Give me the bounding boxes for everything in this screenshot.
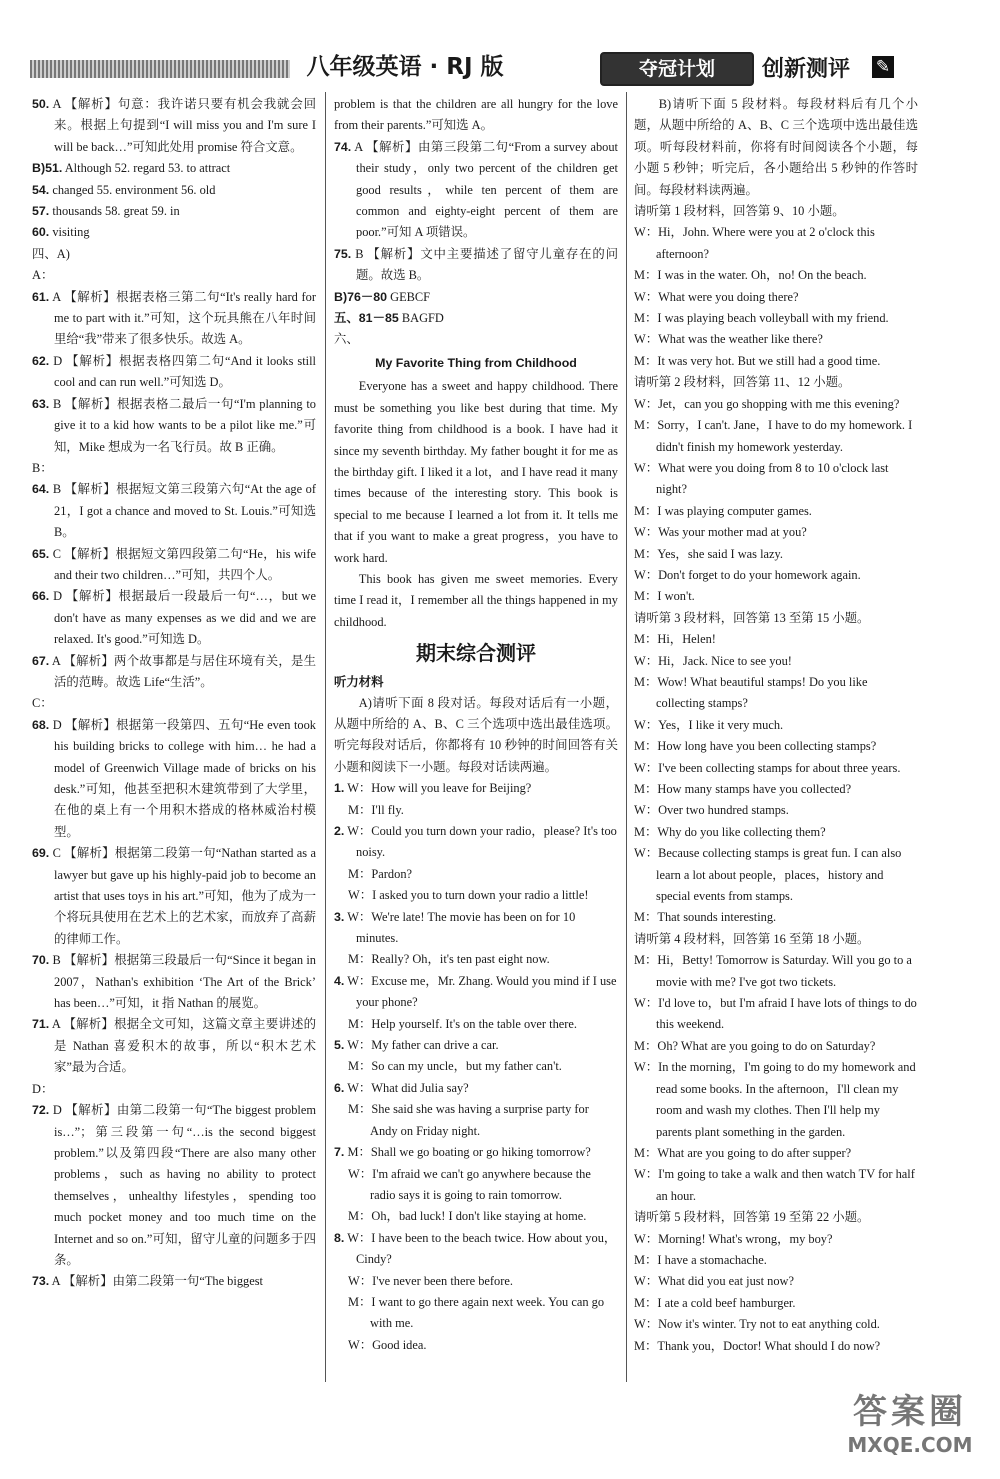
- dialogue-line: W：Over two hundred stamps.: [634, 803, 789, 818]
- item-number: 71.: [32, 1017, 50, 1032]
- dialogue-line: [334, 1335, 618, 1356]
- dialogue-line: [334, 1014, 618, 1035]
- dialogue-text: M：Shall we go boating or go hiking tomorrow?: [347, 1145, 591, 1160]
- dialogue-line: M：How long have you been collecting stamps?: [634, 739, 877, 754]
- dialogue-line: W：Now it's winter. Try not to eat anything cold.: [634, 1317, 880, 1332]
- item-text: A 【解析】两个故事都是与居住环境有关，是生活的范畴。故选 Life“生活”。: [51, 653, 316, 689]
- dialogue-text: M：She said she was having a surprise party for Andy on Friday night.: [348, 1102, 589, 1138]
- answer-item: [32, 222, 316, 243]
- dialogue-line: M：I was playing beach volleyball with my friend.: [634, 311, 889, 326]
- dialogue-text: M：Help yourself. It's on the table over there.: [348, 1016, 577, 1031]
- dialogue-line: M：I was playing computer games.: [634, 503, 812, 518]
- dialogue-number: 1.: [334, 781, 345, 796]
- answer-column-right: [634, 94, 918, 1357]
- item-text: A 【解析】由第三段第二句“From a survey about their study，only two percent of the children get good results，while ten percent of them are common and eighty-eight percent of them are poor.”可知 A 项错误。: [354, 139, 618, 240]
- column-divider: [626, 92, 627, 1382]
- item-number: B)51.: [32, 161, 63, 176]
- answer-item: [32, 479, 316, 543]
- answer-item: [32, 158, 316, 179]
- item-number: 74.: [334, 139, 352, 154]
- dialogue-line: M：I won't.: [634, 589, 695, 604]
- dialogue-text: M：Oh，bad luck! I don't like staying at home.: [348, 1209, 587, 1224]
- answer-item: [334, 287, 618, 308]
- answer-item: [32, 544, 316, 587]
- item-text: D 【解析】根据最后一段最后一句“…，but we don't have as many expenses as we did and we are relaxed. It's good.”可知选 D。: [53, 589, 316, 647]
- item-number: 57.: [32, 204, 50, 219]
- answer-item: [32, 1014, 316, 1078]
- dialogue-line: M：I ate a cold beef hamburger.: [634, 1295, 796, 1310]
- item-number: 68.: [32, 717, 50, 732]
- item-text: C 【解析】根据短文第四段第二句“He，his wife and their two children…”可知，共四个人。: [52, 546, 316, 582]
- answer-item: [32, 94, 316, 158]
- listening-instruction-a: A)请听下面 8 段对话。每段对话后有一小题，从题中所给的 A、B、C 三个选项中选出最佳选项。听完每段对话后，你都将有 10 秒钟的时间回答有关小题和阅读下一小题。每段对话读两遍。: [334, 695, 618, 774]
- item-text: A 【解析】由第二段第一句“The biggest: [51, 1274, 263, 1289]
- answer-item: [32, 265, 316, 286]
- item-number: 75.: [334, 246, 352, 261]
- dialogue-text: W：I'm afraid we can't go anywhere because the radio says it is going to rain tomorrow.: [348, 1166, 591, 1202]
- item-text: D 【解析】根据第一段第四、五句“He even took his building bricks to college with him… he had a model of Greenwich Village made of bricks on his desk.”可知，他甚至把积木建筑带到了大学里，在他的桌上有一个用积木搭成的格林威治村模型。: [52, 717, 316, 839]
- essay-paragraph: Everyone has a sweet and happy childhood. There must be something you like best during that time. My favorite thing from childhood is a book. I have had it since my seventh birthday. My father bought it for me as the birthday gift. I liked it a lot，and I have read it many times because of the interesting story. This book is special to me because I learned a lot from it. It tells me that if you want to make a great progress，you have to work hard.: [334, 379, 618, 565]
- item-text: B 【解析】根据短文第三段第六句“At the age of 21，I got a chance and moved to St. Louis.”可知选 B。: [52, 482, 316, 540]
- item-text: 四、A): [32, 246, 70, 261]
- segment-note: 请听第 3 段材料，回答第 13 至第 15 小题。: [634, 610, 870, 625]
- dialogue-line: W：Morning! What's wrong，my boy?: [634, 1231, 833, 1246]
- dialogue-line: [334, 971, 618, 1014]
- essay-title: My Favorite Thing from Childhood: [375, 355, 577, 370]
- column-divider: [325, 92, 326, 1382]
- item-text: B 【解析】文中主要描述了留守儿童存在的问题。故选 B。: [355, 246, 618, 283]
- item-text: GEBCF: [390, 289, 431, 304]
- answer-item: [32, 1079, 316, 1100]
- dialogue-line: M：Yes，she said I was lazy.: [634, 546, 784, 561]
- answer-item: [32, 458, 316, 479]
- item-number: 54.: [32, 182, 50, 197]
- answer-item: [334, 244, 618, 287]
- header-decoration-band: [30, 60, 290, 78]
- answer-column-left: [32, 94, 316, 1293]
- dialogue-line: [334, 1035, 618, 1056]
- dialogue-line: W：Hi，John. Where were you at 2 o'clock this afternoon?: [634, 225, 875, 261]
- dialogue-text: W：Excuse me，Mr. Zhang. Would you mind if I use your phone?: [347, 973, 617, 1010]
- brand-logo: 夺冠计划: [600, 52, 754, 86]
- dialogue-line: W：Yes，I like it very much.: [634, 717, 784, 732]
- item-number: 67.: [32, 653, 50, 668]
- answer-item: [32, 180, 316, 201]
- answer-item: [334, 329, 618, 350]
- dialogue-number: 3.: [334, 909, 345, 924]
- dialogue-line: W：Don't forget to do your homework again.: [634, 567, 861, 582]
- dialogue-line: M：Why do you like collecting them?: [634, 824, 826, 839]
- listening-instruction-b: B)请听下面 5 段材料。每段材料后有几个小题，从题中所给的 A、B、C 三个选项中选出最佳选项。听每段材料前，你将有时间阅读各个小题，每小题 5 秒钟；听完后，各小题给出 5 秒钟的作答时间。每段材料读两遍。: [634, 97, 918, 197]
- series-subtitle: 创新测评: [762, 57, 851, 82]
- dialogue-line: [334, 778, 618, 799]
- listening-label: 听力材料: [334, 674, 384, 690]
- item-number: 72.: [32, 1103, 50, 1118]
- essay-paragraph: This book has given me sweet memories. Every time I read it，I remember all the things happened in my childhood.: [334, 571, 618, 629]
- answer-item: [334, 137, 618, 244]
- dialogue-text: W：I've never been there before.: [348, 1273, 513, 1288]
- watermark-url: MXQE.COM: [847, 1433, 973, 1457]
- item-text: D 【解析】根据表格四第二句“And it looks still cool and can run well.”可知选 D。: [53, 353, 316, 390]
- answer-item: [32, 351, 316, 394]
- item-text: BAGFD: [401, 311, 444, 326]
- item-number: 73.: [32, 1274, 50, 1289]
- dialogue-line: [334, 1056, 618, 1077]
- dialogue-line: [334, 800, 618, 821]
- answer-item: [32, 950, 316, 1014]
- watermark-logo: 答案圈: [853, 1392, 967, 1432]
- item-text: thousands 58. great 59. in: [52, 204, 180, 219]
- dialogue-text: W：Could you turn down your radio，please? It's too noisy.: [347, 824, 617, 860]
- dialogue-line: [334, 885, 618, 906]
- dialogue-line: M：That sounds interesting.: [634, 910, 777, 925]
- item-text: B：: [32, 460, 53, 475]
- answer-item: [32, 843, 316, 950]
- dialogue-line: [334, 1142, 618, 1163]
- dialogue-line: W：Jet，can you go shopping with me this evening?: [634, 396, 900, 411]
- dialogue-line: [334, 907, 618, 950]
- dialogue-line: W：I've been collecting stamps for about three years.: [634, 760, 901, 775]
- dialogue-number: 8.: [334, 1230, 345, 1245]
- answer-item: [32, 651, 316, 694]
- segment-note: 请听第 1 段材料，回答第 9、10 小题。: [634, 204, 845, 219]
- item-text: A：: [32, 268, 54, 283]
- dialogue-text: M：So can my uncle，but my father can't.: [348, 1059, 562, 1074]
- dialogue-line: W：What were you doing there?: [634, 289, 799, 304]
- item-text: changed 55. environment 56. old: [52, 182, 216, 197]
- dialogue-line: W：Because collecting stamps is great fun. I can also learn a lot about people，places，history and special events from stamps.: [634, 846, 902, 904]
- item-number: 50.: [32, 97, 50, 111]
- segment-note: 请听第 5 段材料，回答第 19 至第 22 小题。: [634, 1210, 870, 1225]
- item-text: B 【解析】根据表格二最后一句“I'm planning to give it to a kid how wants to be a pilot like me.”可知，Mike 想成为一名飞行员。故 B 正确。: [52, 396, 316, 454]
- dialogue-number: 5.: [334, 1038, 345, 1053]
- pencil-icon: ✎: [872, 56, 894, 78]
- dialogue-line: W：In the morning，I'm going to do my homework and read some books. In the afternoon，I'll clean my room and wash my clothes. Then I'll help my parents plant something in the garden.: [634, 1060, 916, 1139]
- answer-column-middle: [334, 94, 618, 1356]
- dialogue-text: W：My father can drive a car.: [347, 1038, 499, 1053]
- answer-item: [32, 586, 316, 650]
- dialogue-line: W：What did you eat just now?: [634, 1274, 795, 1289]
- dialogue-line: M：How many stamps have you collected?: [634, 782, 852, 796]
- dialogue-line: [334, 821, 618, 864]
- dialogue-text: M：Really? Oh，it's ten past eight now.: [348, 952, 550, 967]
- item-text: D 【解析】由第二段第一句“The biggest problem is…”；第三段第一句“…is the second biggest problem.”以及第四段“There are also many other problems，such as having no ability to protect themselves，unhealthy lifestyles，spending too much pocket money and too much time on the Internet and so on.”可知，留守儿童的问题多于四条。: [52, 1103, 316, 1267]
- dialogue-text: W：How will you leave for Beijing?: [347, 781, 532, 796]
- dialogue-line: W：Hi，Jack. Nice to see you!: [634, 653, 792, 668]
- site-watermark: [830, 1392, 990, 1468]
- dialogue-line: M：Hi，Helen!: [634, 632, 716, 647]
- item-number: 64.: [32, 482, 50, 497]
- answer-item: [32, 1271, 316, 1292]
- item-number: 63.: [32, 396, 50, 411]
- dialogue-line: [334, 949, 618, 970]
- answer-item: [32, 201, 316, 222]
- dialogue-text: M：I'll fly.: [348, 802, 404, 817]
- dialogue-text: W：Good idea.: [348, 1337, 427, 1352]
- answer-item: [32, 287, 316, 351]
- dialogue-line: [334, 1228, 618, 1271]
- dialogue-number: 4.: [334, 973, 345, 988]
- dialogue-text: W：I have been to the beach twice. How about you，Cindy?: [347, 1230, 617, 1267]
- item-text: D：: [32, 1081, 54, 1096]
- dialogue-number: 6.: [334, 1080, 345, 1095]
- answer-item: [32, 394, 316, 458]
- section-title: 期末综合测评: [416, 641, 536, 666]
- item-number: 65.: [32, 546, 50, 561]
- answer-item: [32, 693, 316, 714]
- dialogue-line: [334, 1078, 618, 1099]
- item-text: 六、: [334, 332, 359, 347]
- item-text: B 【解析】根据第三段最后一句“Since it began in 2007，Nathan's exhibition ‘The Art of the Brick’ has been…”可知，it 指 Nathan 的展览。: [52, 953, 316, 1011]
- answer-item: [334, 308, 618, 329]
- item-number: B)76－80: [334, 289, 388, 304]
- dialogue-line: [334, 864, 618, 885]
- item-text: C 【解析】根据第二段第一句“Nathan started as a lawyer but gave up his highly-paid job to become an artist that uses toys in his art.”可知，他为了成为一个将玩具使用在艺术上的艺术家，而放弃了高薪的律师工作。: [52, 846, 316, 946]
- dialogue-line: W：What was the weather like there?: [634, 332, 823, 347]
- item-text: C：: [32, 696, 53, 711]
- dialogue-line: M：I have a stomachache.: [634, 1252, 767, 1267]
- item-text: A 【解析】根据全文可知，这篇文章主要讲述的是 Nathan 喜爱积木的故事，所以“积木艺术家”最为合适。: [51, 1017, 316, 1075]
- dialogue-line: [334, 1164, 618, 1207]
- dialogue-line: [334, 1099, 618, 1142]
- segment-note: 请听第 4 段材料，回答第 16 至第 18 小题。: [634, 931, 870, 946]
- dialogue-number: 2.: [334, 824, 345, 838]
- dialogue-line: W：I'd love to，but I'm afraid I have lots of things to do this weekend.: [634, 996, 917, 1032]
- dialogue-text: M：I want to go there again next week. You can go with me.: [348, 1294, 605, 1331]
- dialogue-line: M：It was very hot. But we still had a good time.: [634, 353, 881, 368]
- dialogue-line: W：I'm going to take a walk and then watch TV for half an hour.: [634, 1167, 915, 1203]
- dialogue-line: [334, 1292, 618, 1335]
- item-text: visiting: [52, 225, 90, 240]
- dialogue-line: M：Sorry，I can't. Jane，I have to do my homework. I didn't finish my homework yesterday.: [634, 418, 913, 454]
- dialogue-text: W：I asked you to turn down your radio a little!: [348, 888, 589, 903]
- dialogue-text: W：What did Julia say?: [347, 1080, 469, 1095]
- continued-text: problem is that the children are all hungry for the love from their parents.”可知选 A。: [334, 97, 618, 133]
- item-text: Although 52. regard 53. to attract: [64, 161, 231, 176]
- item-number: 五、81－85: [334, 311, 399, 326]
- dialogue-line: M：Oh? What are you going to do on Saturday?: [634, 1038, 876, 1053]
- dialogue-line: M：Hi，Betty! Tomorrow is Saturday. Will you go to a movie with me? I've got two tickets.: [634, 953, 912, 989]
- item-number: 69.: [32, 846, 50, 861]
- dialogue-line: [334, 1206, 618, 1227]
- dialogue-line: W：Was your mother mad at you?: [634, 525, 807, 540]
- page-header: [0, 0, 1000, 92]
- item-number: 70.: [32, 953, 50, 968]
- dialogue-line: [334, 1271, 618, 1292]
- page-title: 八年级英语 · RJ 版: [306, 54, 504, 80]
- dialogue-line: M：Wow! What beautiful stamps! Do you like collecting stamps?: [634, 674, 868, 711]
- item-number: 60.: [32, 225, 50, 240]
- dialogue-text: W：We're late! The movie has been on for 10 minutes.: [347, 909, 576, 946]
- item-number: 62.: [32, 353, 50, 368]
- answer-item: [32, 244, 316, 265]
- dialogue-line: M：I was in the water. Oh，no! On the beach.: [634, 268, 867, 283]
- dialogue-line: M：Thank you，Doctor! What should I do now?: [634, 1338, 881, 1353]
- item-text: A 【解析】根据表格三第二句“It's really hard for me to part with it.”可知，这个玩具熊在八年时间里给“我”带来了很多快乐。故选 A。: [52, 289, 316, 347]
- item-text: A 【解析】句意：我许诺只要有机会我就会回来。根据上句提到“I will miss you and I'm sure I will be back…”可知此处用 promise 符合文意。: [52, 97, 316, 154]
- dialogue-line: W：What were you doing from 8 to 10 o'clock last night?: [634, 460, 889, 497]
- segment-note: 请听第 2 段材料，回答第 11、12 小题。: [634, 375, 851, 390]
- dialogue-line: M：What are you going to do after supper?: [634, 1145, 852, 1160]
- dialogue-text: M：Pardon?: [348, 866, 413, 881]
- item-number: 66.: [32, 589, 50, 604]
- answer-item: [32, 1100, 316, 1271]
- answer-item: [32, 715, 316, 843]
- item-number: 61.: [32, 289, 50, 304]
- dialogue-number: 7.: [334, 1145, 345, 1160]
